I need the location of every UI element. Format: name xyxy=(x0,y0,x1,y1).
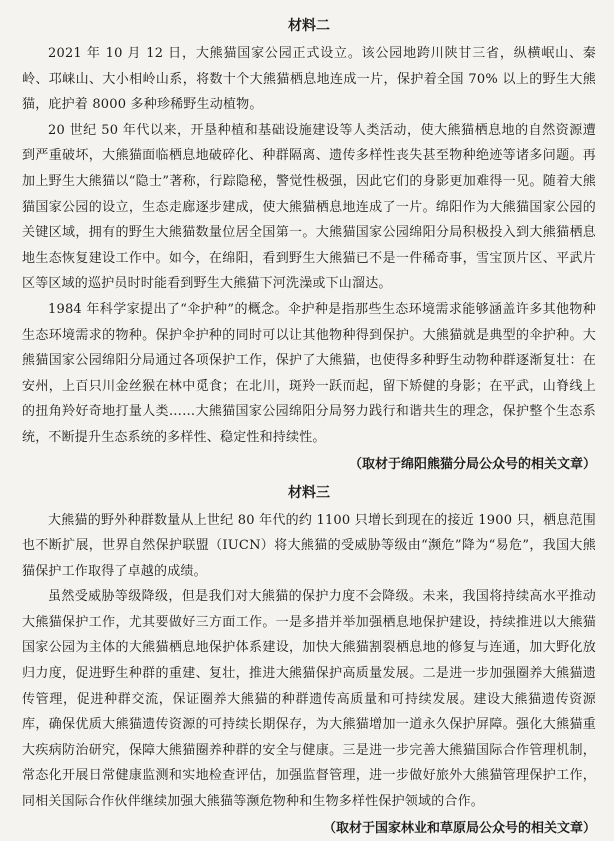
material-three-heading: 材料三 xyxy=(288,484,330,501)
material-two-source: （取材于绵阳熊猫分局公众号的相关文章） xyxy=(348,456,596,472)
material-two-section xyxy=(22,16,596,477)
material-three-source: （取材于国家林业和草原局公众号的相关文章） xyxy=(322,820,596,836)
material-three-paragraph-1: 大熊猫的野外种群数量从上世纪 80 年代的约 1100 只增长到现在的接近 1900 只，栖息范围也不断扩展，世界自然保护联盟（IUCN）将大熊猫的受威胁等级由“濒危”降为“易危”，我国大熊猫保护工作取得了卓越的成绩。 xyxy=(22,512,596,579)
material-two-paragraph-3: 1984 年科学家提出了“伞护种”的概念。伞护种是指那些生态环境需求能够涵盖许多其他物种生态环境需求的物种。保护伞护种的同时可以让其他物种得到保护。大熊猫就是典型的伞护种。大熊猫国家公园绵阳分局通过各项保护工作，保护了大熊猫，也使得多种野生动物种群逐渐复壮：在安州，上百只川金丝猴在林中觅食；在北川，斑羚一跃而起，留下矫健的身影；在平武，山脊线上的扭角羚好奇地打量人类……大熊猫国家公园绵阳分局努力践行和谐共生的理念，保护整个生态系统，不断提升生态系统的多样性、稳定性和持续性。 xyxy=(22,301,596,445)
material-two-paragraph-1: 2021 年 10 月 12 日，大熊猫国家公园正式设立。该公园地跨川陕甘三省，纵横岷山、秦岭、邛崃山、大小相岭山系，将数十个大熊猫栖息地连成一片，保护着全国 70% 以上的野生大熊猫，庇护着 8000 多种珍稀野生动植物。 xyxy=(22,46,596,113)
material-three-section xyxy=(22,483,596,841)
material-two-heading: 材料二 xyxy=(288,18,330,34)
material-two-paragraph-2: 20 世纪 50 年代以来，开垦种植和基础设施建设等人类活动，使大熊猫栖息地的自然资源遭到严重破坏，大熊猫面临栖息地破碎化、种群隔离、遗传多样性丧失甚至物种绝迹等诸多问题。再加上野生大熊猫以“隐士”著称，行踪隐秘，警觉性极强，因此它们的身影更加难得一见。随着大熊猫国家公园的设立，生态走廊逐步建成，使大熊猫栖息地连成了一片。绵阳作为大熊猫国家公园的关键区域，拥有的野生大熊猫数量位居全国第一。大熊猫国家公园绵阳分局积极投入到大熊猫栖息地生态恢复建设工作中。如今，在绵阳，看到野生大熊猫已不是一件稀奇事，雪宝顶片区、平武片区等区域的巡护员时时能看到野生大熊猫下河洗澡或下山溜达。 xyxy=(22,122,596,292)
material-three-paragraph-2: 虽然受威胁等级降级，但是我们对大熊猫的保护力度不会降级。未来，我国将持续高水平推动大熊猫保护工作，尤其要做好三方面工作。一是多措并举加强栖息地保护建设，持续推进以大熊猫国家公园为主体的大熊猫栖息地保护体系建设，加快大熊猫割裂栖息地的修复与连通，加大野化放归力度，促进野生种群的重建、复壮，推进大熊猫保护高质量发展。二是进一步加强圈养大熊猫遗传管理，促进种群交流，保证圈养大熊猫的种群遗传高质量和可持续发展。建设大熊猫遗传资源库，确保优质大熊猫遗传资源的可持续长期保存，为大熊猫增加一道永久保护屏障。强化大熊猫重大疾病防治研究，保障大熊猫圈养种群的安全与健康。三是进一步完善大熊猫国际合作管理机制，常态化开展日常健康监测和实地检查评估，加强监督管理，进一步做好旅外大熊猫管理保护工作，同相关国际合作伙伴继续加强大熊猫等濒危物种和生物多样性保护领域的合作。 xyxy=(22,589,596,810)
